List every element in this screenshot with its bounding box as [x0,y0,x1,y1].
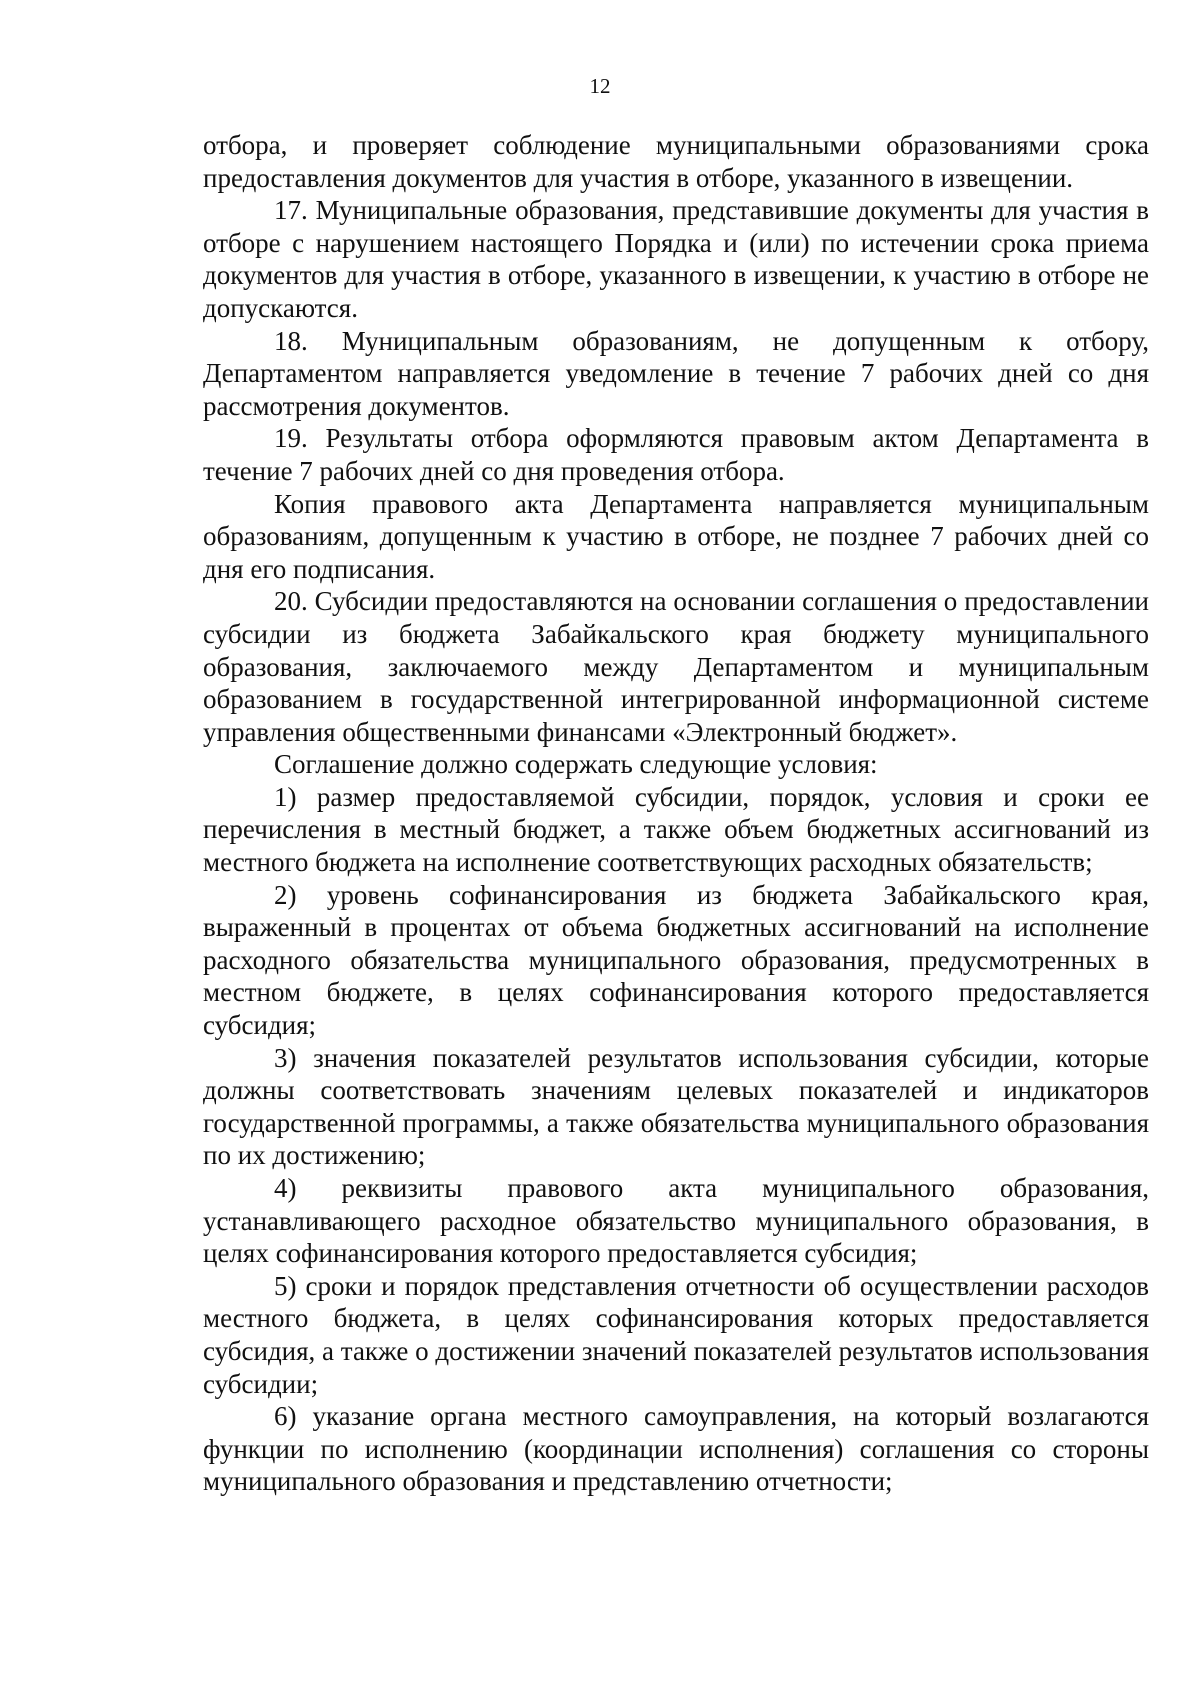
paragraph-item-20: 20. Субсидии предоставляются на основании соглашения о предоставлении субсидии из бюджета Забайкальского края бюджету муниципального образования, заключаемого между Департаментом и муниципальным образованием в государственной интегрированной информационной системе управления общественными финансами «Электронный бюджет». [203,586,1149,747]
paragraph-copy-of-act: Копия правового акта Департамента направляется муниципальным образованиям, допущенным к участию в отборе, не позднее 7 рабочих дней со дня его подписания. [203,488,1149,584]
condition-item-2: 2) уровень софинансирования из бюджета Забайкальского края, выраженный в процентах от объема бюджетных ассигнований на исполнение расходного обязательства муниципального образования, предусмотренных в местном бюджете, в целях софинансирования которого предоставляется субсидия; [203,879,1149,1041]
paragraph-item-18: 18. Муниципальным образованиям, не допущенным к отбору, Департаментом направляется уведомление в течение 7 рабочих дней со дня рассмотрения документов. [203,325,1149,421]
page-number: 12 [589,74,611,98]
condition-item-3: 3) значения показателей результатов использования субсидии, которые должны соответствовать значениям целевых показателей и индикаторов государственной программы, а также обязательства муниципального образования по их достижению; [203,1042,1149,1171]
condition-item-4: 4) реквизиты правового акта муниципального образования, устанавливающего расходное обязательство муниципального образования, в целях софинансирования которого предоставляется субсидия; [203,1173,1149,1269]
condition-item-5: 5) сроки и порядок представления отчетности об осуществлении расходов местного бюджета, в целях софинансирования которых предоставляется субсидия, а также о достижении значений показателей результатов использования субсидии; [203,1270,1149,1399]
condition-item-1: 1) размер предоставляемой субсидии, порядок, условия и сроки ее перечисления в местный бюджет, а также объем бюджетных ассигнований из местного бюджета на исполнение соответствующих расходных обязательств; [203,781,1149,878]
paragraph-continuation: отбора, и проверяет соблюдение муниципальными образованиями срока предоставления документов для участия в отборе, указанного в извещении. [203,130,1149,193]
paragraph-item-17: 17. Муниципальные образования, представившие документы для участия в отборе с нарушением настоящего Порядка и (или) по истечении срока приема документов для участия в отборе, указанного в извещении, к участию в отборе не допускаются. [203,195,1149,323]
condition-item-6: 6) указание органа местного самоуправления, на который возлагаются функции по исполнению (координации исполнения) соглашения со стороны муниципального образования и представлению отчетности; [203,1401,1149,1497]
document-body [203,129,1149,1498]
paragraph-item-19: 19. Результаты отбора оформляются правовым актом Департамента в течение 7 рабочих дней со дня проведения отбора. [203,423,1149,486]
paragraph-agreement-conditions: Соглашение должно содержать следующие условия: [274,749,878,780]
